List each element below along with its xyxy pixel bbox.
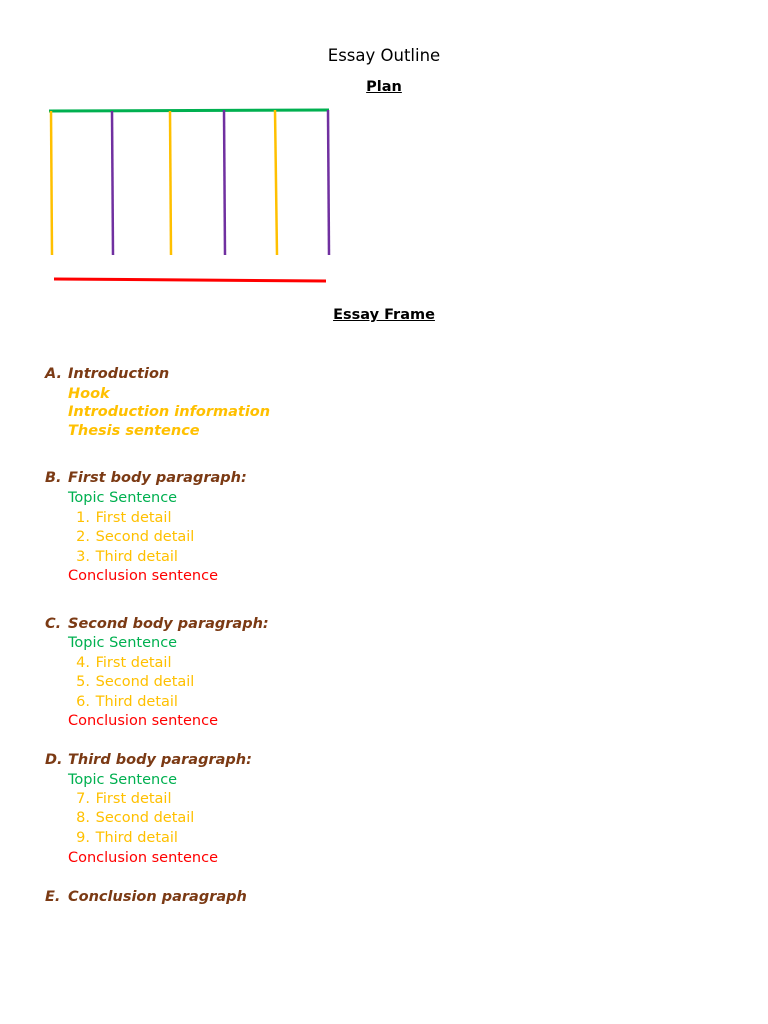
section-label: Conclusion paragraph xyxy=(68,889,247,905)
plan-heading: Plan xyxy=(366,79,402,95)
section-label: Second body paragraph: xyxy=(68,616,269,632)
section-label: Introduction xyxy=(68,366,170,382)
plan-bottom-line xyxy=(54,279,326,281)
detail-item: 6. Third detail xyxy=(76,694,178,710)
detail-item: 5. Second detail xyxy=(76,674,195,690)
section-d-heading xyxy=(45,752,252,768)
topic-sentence: Topic Sentence xyxy=(68,635,178,651)
detail-item: 4. First detail xyxy=(76,655,172,671)
conclusion-sentence: Conclusion sentence xyxy=(68,568,218,584)
detail-item: 1. First detail xyxy=(76,510,172,526)
essay-frame-heading: Essay Frame xyxy=(333,307,435,323)
topic-sentence: Topic Sentence xyxy=(68,772,178,788)
conclusion-sentence: Conclusion sentence xyxy=(68,713,218,729)
detail-item: 2. Second detail xyxy=(76,529,195,545)
section-letter: E. xyxy=(45,889,61,905)
section-letter: A. xyxy=(45,366,62,382)
section-label: First body paragraph: xyxy=(68,470,247,486)
plan-line-purple-1 xyxy=(112,111,113,255)
section-letter: C. xyxy=(45,616,62,632)
plan-line-yellow-2 xyxy=(170,111,171,255)
plan-line-purple-3 xyxy=(328,110,329,255)
plan-line-yellow-1 xyxy=(51,111,52,255)
plan-line-yellow-3 xyxy=(275,110,277,255)
section-e-heading xyxy=(45,889,247,905)
detail-item: 8. Second detail xyxy=(76,810,195,826)
intro-item-information: Introduction information xyxy=(68,404,271,420)
detail-item: 3. Third detail xyxy=(76,549,178,565)
detail-item: 9. Third detail xyxy=(76,830,178,846)
section-a-heading xyxy=(45,366,169,382)
plan-top-line xyxy=(49,110,329,111)
detail-item: 7. First detail xyxy=(76,791,172,807)
plan-line-purple-2 xyxy=(224,110,225,255)
conclusion-sentence: Conclusion sentence xyxy=(68,850,218,866)
plan-diagram xyxy=(0,0,768,300)
section-b-heading xyxy=(45,470,247,486)
section-label: Third body paragraph: xyxy=(68,752,252,768)
intro-item-hook: Hook xyxy=(68,386,110,402)
intro-item-thesis: Thesis sentence xyxy=(68,423,200,439)
section-letter: B. xyxy=(45,470,62,486)
topic-sentence: Topic Sentence xyxy=(68,490,178,506)
section-letter: D. xyxy=(45,752,63,768)
section-c-heading xyxy=(45,616,269,632)
page-title: Essay Outline xyxy=(327,46,441,65)
